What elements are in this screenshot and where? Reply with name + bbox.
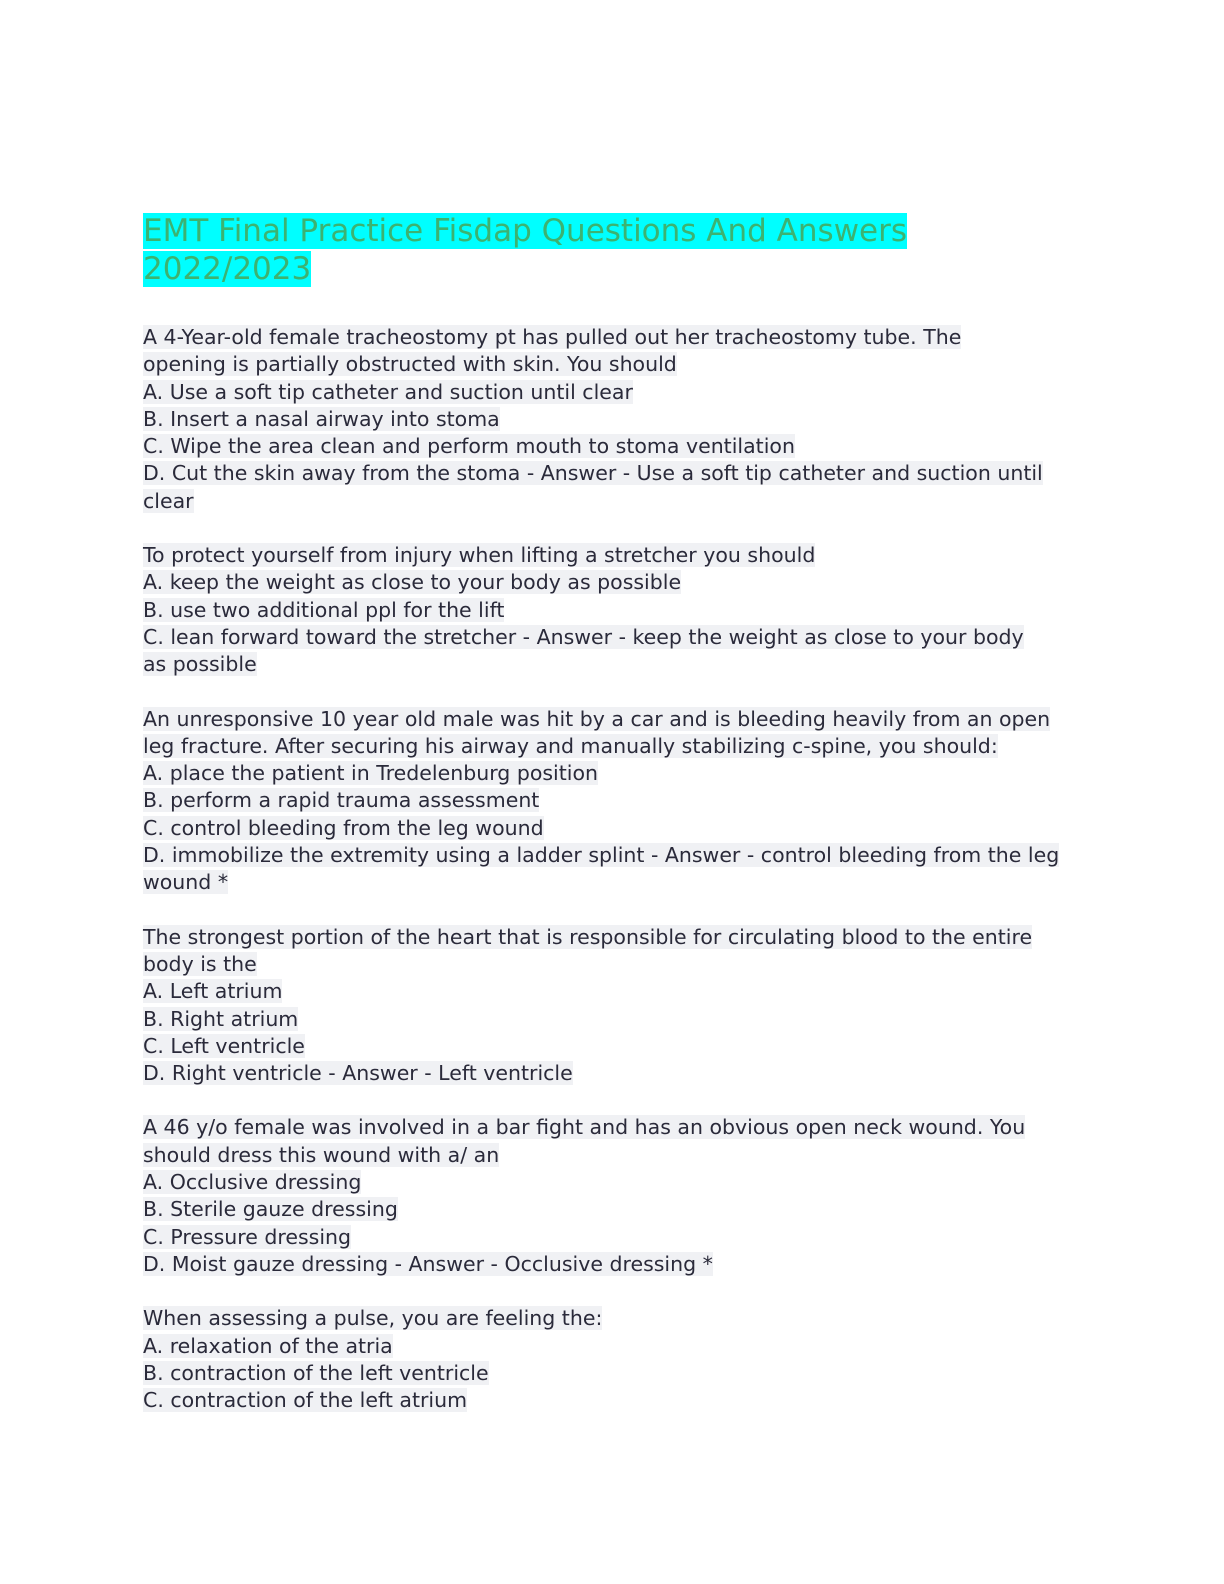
- answer-option: B. Sterile gauze dressing: [143, 1197, 398, 1222]
- question-line: opening is partially obstructed with skin. You should: [143, 352, 677, 377]
- answer-option: B. Insert a nasal airway into stoma: [143, 406, 500, 431]
- answer-option: A. Left atrium: [143, 979, 283, 1004]
- question-list: [143, 324, 1083, 1414]
- answer-option: A. Use a soft tip catheter and suction until clear: [143, 379, 633, 404]
- question-line: To protect yourself from injury when lifting a stretcher you should: [143, 543, 816, 568]
- question-line: A 4-Year-old female tracheostomy pt has pulled out her tracheostomy tube. The: [143, 325, 962, 349]
- title-line: EMT Final Practice Fisdap Questions And Answers: [143, 213, 908, 249]
- answer-option: clear: [143, 488, 194, 513]
- question-line: When assessing a pulse, you are feeling the:: [143, 1306, 603, 1331]
- question-block-4: [143, 924, 1083, 1088]
- document-page: [143, 212, 1083, 1441]
- answer-option: A. Occlusive dressing: [143, 1170, 362, 1195]
- question-line: An unresponsive 10 year old male was hit by a car and is bleeding heavily from an open: [143, 706, 1051, 731]
- answer-option: B. Right atrium: [143, 1006, 299, 1031]
- question-block-3: [143, 706, 1083, 897]
- answer-option: C. control bleeding from the leg wound: [143, 815, 544, 840]
- answer-option: D. immobilize the extremity using a ladder splint - Answer - control bleeding from the leg: [143, 843, 1060, 868]
- answer-option: wound *: [143, 870, 229, 895]
- question-line: A 46 y/o female was involved in a bar fight and has an obvious open neck wound. You: [143, 1115, 1026, 1140]
- answer-option: as possible: [143, 652, 257, 677]
- document-title: [143, 212, 1083, 288]
- answer-option: A. keep the weight as close to your body as possible: [143, 570, 682, 595]
- answer-option: A. place the patient in Tredelenburg position: [143, 761, 599, 786]
- question-line: should dress this wound with a/ an: [143, 1142, 500, 1167]
- answer-option: C. lean forward toward the stretcher - Answer - keep the weight as close to your body: [143, 624, 1024, 649]
- answer-option: B. perform a rapid trauma assessment: [143, 788, 540, 813]
- question-line: body is the: [143, 951, 257, 976]
- question-line: leg fracture. After securing his airway and manually stabilizing c-spine, you should:: [143, 733, 998, 758]
- answer-option: C. Pressure dressing: [143, 1224, 352, 1249]
- answer-option: D. Right ventricle - Answer - Left ventricle: [143, 1061, 573, 1086]
- title-line: 2022/2023: [143, 251, 312, 287]
- question-block-2: [143, 542, 1083, 678]
- answer-option: B. contraction of the left ventricle: [143, 1360, 489, 1385]
- answer-option: B. use two additional ppl for the lift: [143, 597, 505, 622]
- answer-option: C. contraction of the left atrium: [143, 1388, 468, 1413]
- question-block-5: [143, 1114, 1083, 1278]
- answer-option: D. Cut the skin away from the stoma - Answer - Use a soft tip catheter and suction until: [143, 461, 1043, 486]
- question-line: The strongest portion of the heart that is responsible for circulating blood to the entire: [143, 924, 1033, 949]
- question-block-6: [143, 1305, 1083, 1414]
- answer-option: D. Moist gauze dressing - Answer - Occlusive dressing *: [143, 1251, 713, 1276]
- answer-option: C. Wipe the area clean and perform mouth to stoma ventilation: [143, 434, 795, 459]
- answer-option: C. Left ventricle: [143, 1033, 305, 1058]
- question-block-1: [143, 324, 1083, 515]
- answer-option: A. relaxation of the atria: [143, 1333, 393, 1358]
